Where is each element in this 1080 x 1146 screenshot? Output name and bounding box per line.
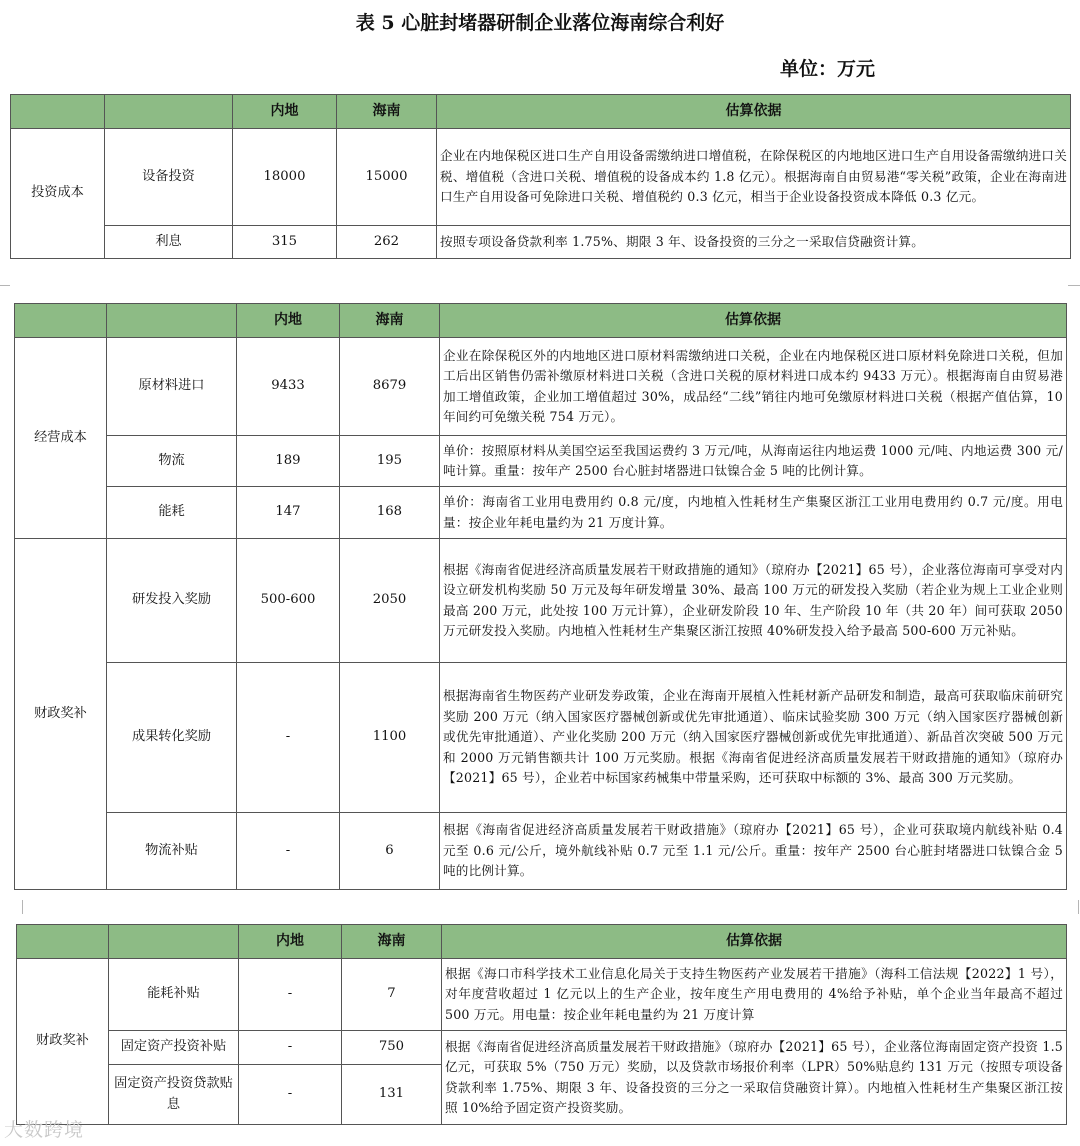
- basis-text: 按照专项设备贷款利率 1.75%、期限 3 年、设备投资的三分之一采取信贷融资计算。: [437, 226, 1071, 259]
- item-label: 能耗补贴: [109, 959, 239, 1031]
- table-row: [11, 129, 1071, 226]
- item-label: 原材料进口: [107, 338, 237, 436]
- table-header-row: [11, 95, 1071, 129]
- mainland-value: -: [237, 813, 340, 890]
- item-label: 利息: [105, 226, 233, 259]
- table-row: [17, 959, 1067, 1031]
- header-hainan: 海南: [342, 925, 442, 959]
- table-row: [15, 436, 1067, 487]
- table-title: 表 5 心脏封堵器研制企业落位海南综合利好: [355, 12, 725, 34]
- header-basis: 估算依据: [440, 304, 1067, 338]
- header-blank: [17, 925, 109, 959]
- basis-text: 企业在除保税区外的内地地区进口原材料需缴纳进口关税，企业在内地保税区进口原材料免除进口关税，但加工后出区销售仍需补缴原材料进口关税（含进口关税的原材料进口成本约 9433 万元）。根据海南自由贸易港加工增值政策，企业加工增值超过 30%，成品经“二线”销往内地可免缴原材料进口关税（根据产值估算，10 年间约可免缴关税 754 万元）。: [440, 338, 1067, 436]
- mainland-value: 315: [233, 226, 337, 259]
- table-fiscal-subsidy: [16, 924, 1067, 1125]
- hainan-value: 2050: [340, 539, 440, 663]
- header-mainland: 内地: [239, 925, 342, 959]
- unit-label: 单位：万元: [779, 58, 875, 80]
- basis-text: 单价：海南省工业用电费用约 0.8 元/度，内地植入性耗材生产集聚区浙江工业用电费用约 0.7 元/度。用电量：按企业年耗电量约为 21 万度计算。: [440, 487, 1067, 539]
- mainland-value: -: [239, 1065, 342, 1125]
- item-label: 设备投资: [105, 129, 233, 226]
- basis-text: 单价：按照原材料从美国空运至我国运费约 3 万元/吨，从海南运往内地运费 1000 元/吨、内地运费 300 元/吨计算。重量：按年产 2500 台心脏封堵器进口钛镍合金 5 吨的比例计算。: [440, 436, 1067, 487]
- table-investment-cost: [10, 94, 1071, 259]
- hainan-value: 6: [340, 813, 440, 890]
- header-mainland: 内地: [233, 95, 337, 129]
- mainland-value: 189: [237, 436, 340, 487]
- mainland-value: -: [239, 1031, 342, 1065]
- table-row: [15, 487, 1067, 539]
- header-basis: 估算依据: [442, 925, 1067, 959]
- mainland-value: 9433: [237, 338, 340, 436]
- group-label: 投资成本: [11, 129, 105, 259]
- group-label: 经营成本: [15, 338, 107, 539]
- table-row: [15, 539, 1067, 663]
- group-label: 财政奖补: [17, 959, 109, 1125]
- hainan-value: 7: [342, 959, 442, 1031]
- table-row: [17, 1031, 1067, 1065]
- basis-text: 根据《海南省促进经济高质量发展若干财政措施》（琼府办【2021】65 号），企业落位海南固定资产投资 1.5 亿元，可获取 5%（750 万元）奖励，以及贷款市场报价利率（LPR）50%贴息约 131 万元（按照专项设备贷款利率 1.75%、期限 3 年、设备投资的三分之一采取信贷融资计算）。内地植入性耗材生产集聚区浙江按照 10%给予固定资产投资奖励。: [442, 1031, 1067, 1125]
- header-blank: [109, 925, 239, 959]
- basis-text: 企业在内地保税区进口生产自用设备需缴纳进口增值税，在除保税区的内地地区进口生产自用设备需缴纳进口关税、增值税（含进口关税、增值税的设备成本约 1.8 亿元）。根据海南自由贸易港“零关税”政策，企业在海南进口生产自用设备可免除进口关税、增值税约 0.3 亿元，相当于企业设备投资成本降低 0.3 亿元。: [437, 129, 1071, 226]
- header-blank: [105, 95, 233, 129]
- header-mainland: 内地: [237, 304, 340, 338]
- item-label: 能耗: [107, 487, 237, 539]
- item-label: 固定资产投资贷款贴息: [109, 1065, 239, 1125]
- mainland-value: 500-600: [237, 539, 340, 663]
- header-blank: [15, 304, 107, 338]
- hainan-value: 131: [342, 1065, 442, 1125]
- table-row: [15, 338, 1067, 436]
- hainan-value: 1100: [340, 663, 440, 813]
- mainland-value: -: [237, 663, 340, 813]
- item-label: 物流补贴: [107, 813, 237, 890]
- basis-text: 根据《海南省促进经济高质量发展若干财政措施的通知》（琼府办【2021】65 号），企业落位海南可享受对内设立研发机构奖励 50 万元及每年研发增量 30%、最高 100 万元的研发投入奖励（若企业为规上工业企业则最高 200 万元，此处按 100 万元计算），企业研发阶段 10 年、生产阶段 10 年（共 20 年）间可获取 2050 万元研发投入奖励。内地植入性耗材生产集聚区浙江按照 40%研发投入给予最高 500-600 万元补贴。: [440, 539, 1067, 663]
- group-label: 财政奖补: [15, 539, 107, 890]
- item-label: 研发投入奖励: [107, 539, 237, 663]
- item-label: 物流: [107, 436, 237, 487]
- item-label: 成果转化奖励: [107, 663, 237, 813]
- header-basis: 估算依据: [437, 95, 1071, 129]
- hainan-value: 195: [340, 436, 440, 487]
- hainan-value: 262: [337, 226, 437, 259]
- hainan-value: 8679: [340, 338, 440, 436]
- table-row: [15, 663, 1067, 813]
- basis-text: 根据《海口市科学技术工业信息化局关于支持生物医药产业发展若干措施》（海科工信法规【2022】1 号），对年度营收超过 1 亿元以上的生产企业，按年度生产用电费用的 4%给予补贴，单个企业当年最高不超过 500 万元。用电量：按企业年耗电量约为 21 万度计算: [442, 959, 1067, 1031]
- table-row: [15, 813, 1067, 890]
- mainland-value: 18000: [233, 129, 337, 226]
- table-header-row: [17, 925, 1067, 959]
- watermark: 大数跨境: [4, 1119, 85, 1141]
- table-row: [11, 226, 1071, 259]
- header-hainan: 海南: [337, 95, 437, 129]
- page-corner-mark: [10, 900, 23, 914]
- hainan-value: 168: [340, 487, 440, 539]
- table-operating-and-subsidy: [14, 303, 1067, 890]
- item-label: 固定资产投资补贴: [109, 1031, 239, 1065]
- mainland-value: 147: [237, 487, 340, 539]
- header-blank: [11, 95, 105, 129]
- hainan-value: 15000: [337, 129, 437, 226]
- basis-text: 根据《海南省促进经济高质量发展若干财政措施》（琼府办【2021】65 号），企业可获取境内航线补贴 0.4 元至 0.6 元/公斤，境外航线补贴 0.7 元至 1.1 元/公斤。重量：按年产 2500 台心脏封堵器进口钛镍合金 5 吨的比例计算。: [440, 813, 1067, 890]
- header-hainan: 海南: [340, 304, 440, 338]
- page-corner-mark: [1068, 285, 1080, 298]
- hainan-value: 750: [342, 1031, 442, 1065]
- basis-text: 根据海南省生物医药产业研发券政策，企业在海南开展植入性耗材新产品研发和制造，最高可获取临床前研究奖励 200 万元（纳入国家医疗器械创新或优先审批通道）、临床试验奖励 300 万元（纳入国家医疗器械创新或优先审批通道）、产业化奖励 200 万元（纳入国家医疗器械创新或优先审批通道）、新品首次突破 500 万元和 2000 万元销售额共计 100 万元奖励。根据《海南省促进经济高质量发展若干财政措施的通知》（琼府办【2021】65 号），企业若中标国家药械集中带量采购，还可获取中标额的 3%、最高 300 万元奖励。: [440, 663, 1067, 813]
- table-header-row: [15, 304, 1067, 338]
- header-blank: [107, 304, 237, 338]
- page-corner-mark: [1066, 900, 1079, 914]
- page-corner-mark: [0, 285, 10, 298]
- mainland-value: -: [239, 959, 342, 1031]
